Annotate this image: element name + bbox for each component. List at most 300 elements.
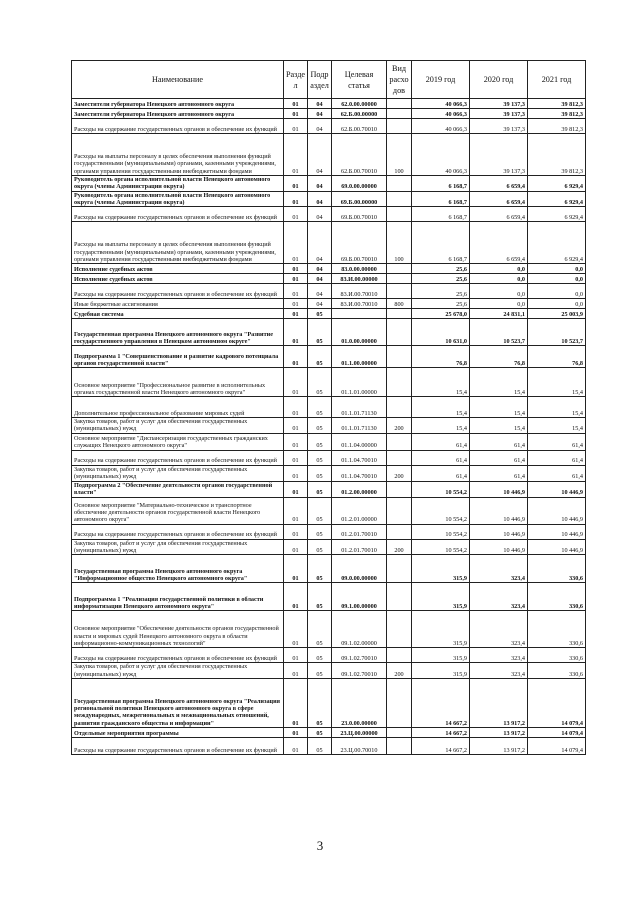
row-name: Закупка товаров, работ и услуг для обеспечения государственных (муниципальных) нужд [72,663,284,679]
row-expense-type [387,274,412,284]
row-subsection: 05 [308,555,332,583]
row-article: 01.2.01.70010 [332,524,387,539]
table-row [72,648,586,663]
row-2021: 39 812,3 [528,109,586,119]
row-2019: 10 631,0 [412,319,470,346]
row-2020: 61,4 [470,433,528,450]
row-2019: 10 554,2 [412,481,470,497]
row-2019: 15,4 [412,418,470,434]
row-2019: 25,6 [412,284,470,299]
row-2019: 40 066,3 [412,134,470,176]
row-2020: 6 659,4 [470,176,528,192]
row-expense-type: 100 [387,222,412,264]
row-section: 01 [284,727,308,737]
row-section: 01 [284,346,308,368]
row-subsection: 05 [308,611,332,648]
row-article: 23.Ц.00.70010 [332,737,387,754]
row-article: 01.1.04.00000 [332,433,387,450]
row-2020: 323,4 [470,583,528,611]
table-row [72,319,586,346]
header-2021: 2021 год [528,61,586,99]
row-2021: 330,6 [528,663,586,679]
row-subsection: 05 [308,524,332,539]
row-article: 01.2.01.70010 [332,539,387,555]
row-section: 01 [284,264,308,274]
table-row [72,418,586,434]
row-section: 01 [284,497,308,524]
row-article: 62.Б.00.00000 [332,109,387,119]
row-section: 01 [284,611,308,648]
row-subsection: 05 [308,663,332,679]
row-2020: 61,4 [470,450,528,465]
row-2020: 13 917,2 [470,727,528,737]
row-2021: 14 079,4 [528,737,586,754]
row-subsection: 04 [308,284,332,299]
row-2020: 10 446,9 [470,524,528,539]
budget-table-container [71,60,585,755]
table-row [72,264,586,274]
row-article: 83.И.00.00000 [332,274,387,284]
row-subsection: 05 [308,727,332,737]
row-section: 01 [284,109,308,119]
row-section: 01 [284,433,308,450]
row-name: Государственная программа Ненецкого автономного округа "Информационное общество Ненецкого автономного округа" [72,555,284,583]
row-2021: 10 446,9 [528,524,586,539]
row-section: 01 [284,191,308,207]
header-article: Целевая статья [332,61,387,99]
row-section: 01 [284,663,308,679]
row-article: 01.2.00.00000 [332,481,387,497]
row-expense-type [387,119,412,134]
row-subsection: 05 [308,433,332,450]
table-row [72,207,586,222]
row-2021: 76,8 [528,346,586,368]
row-2020: 0,0 [470,284,528,299]
row-expense-type [387,611,412,648]
row-expense-type: 200 [387,465,412,481]
row-name: Подпрограмма 2 "Обеспечение деятельности органов государственной власти" [72,481,284,497]
row-2021: 0,0 [528,284,586,299]
row-subsection: 05 [308,368,332,397]
row-subsection: 05 [308,737,332,754]
row-section: 01 [284,119,308,134]
row-article: 09.1.02.00000 [332,611,387,648]
row-name: Закупка товаров, работ и услуг для обеспечения государственных (муниципальных) нужд [72,418,284,434]
table-row [72,727,586,737]
row-section: 01 [284,524,308,539]
row-expense-type [387,264,412,274]
row-expense-type [387,727,412,737]
row-2021: 15,4 [528,418,586,434]
row-2021: 15,4 [528,368,586,397]
row-name: Государственная программа Ненецкого автономного округа "Развитие государственного управления в Ненецком автономном округе" [72,319,284,346]
table-row [72,555,586,583]
row-2019: 6 168,7 [412,222,470,264]
row-2019: 315,9 [412,611,470,648]
row-expense-type [387,678,412,727]
row-name: Подпрограмма 1 "Реализация государственной политики в области информатизации Ненецкого автономного округа" [72,583,284,611]
row-2021: 61,4 [528,433,586,450]
row-expense-type [387,397,412,418]
row-2020: 15,4 [470,397,528,418]
row-name: Подпрограмма 1 "Совершенствование и развитие кадрового потенциала органов государственной власти" [72,346,284,368]
row-2019: 61,4 [412,465,470,481]
row-2020: 0,0 [470,264,528,274]
row-2020: 10 523,7 [470,319,528,346]
row-2020: 6 659,4 [470,207,528,222]
row-article: 01.1.00.00000 [332,346,387,368]
row-section: 01 [284,481,308,497]
row-subsection: 05 [308,583,332,611]
row-2019: 315,9 [412,555,470,583]
row-2019: 76,8 [412,346,470,368]
row-2019: 25,6 [412,264,470,274]
row-name: Расходы на содержание государственных органов и обеспечение их функций [72,648,284,663]
row-name: Закупка товаров, работ и услуг для обеспечения государственных (муниципальных) нужд [72,539,284,555]
table-row [72,274,586,284]
table-row [72,119,586,134]
row-article: 09.1.00.00000 [332,583,387,611]
row-name: Основное мероприятие "Профессиональное развитие в исполнительных органах государственной власти Ненецкого автономного округа" [72,368,284,397]
row-2021: 10 446,9 [528,539,586,555]
row-expense-type [387,555,412,583]
row-2020: 39 137,3 [470,99,528,109]
row-section: 01 [284,299,308,309]
row-name: Основное мероприятие "Диспансеризация государственных гражданских служащих Ненецкого автономного округа" [72,433,284,450]
row-expense-type [387,481,412,497]
row-section: 01 [284,134,308,176]
row-section: 01 [284,418,308,434]
row-article: 69.0.00.00000 [332,176,387,192]
row-name: Государственная программа Ненецкого автономного округа "Реализация региональной политики Ненецкого автономного округа в сфере международных, межрегиональных и межнациональных отношений, развития гражданского общества и информации" [72,678,284,727]
row-article: 01.1.04.70010 [332,465,387,481]
row-2020: 323,4 [470,611,528,648]
row-2020: 6 659,4 [470,222,528,264]
row-section: 01 [284,450,308,465]
row-expense-type [387,583,412,611]
row-subsection: 05 [308,309,332,319]
row-subsection: 04 [308,274,332,284]
row-section: 01 [284,222,308,264]
row-2019: 61,4 [412,433,470,450]
row-2019: 40 066,3 [412,99,470,109]
row-expense-type [387,368,412,397]
row-section: 01 [284,176,308,192]
row-2020: 10 446,9 [470,481,528,497]
table-row [72,191,586,207]
row-subsection: 05 [308,539,332,555]
row-name: Основное мероприятие "Обеспечение деятельности органов государственной власти и мировых судей Ненецкого автономного округа в области информационно-коммуникационных технологий" [72,611,284,648]
row-section: 01 [284,309,308,319]
header-section: Разде л [284,61,308,99]
row-2021: 10 446,9 [528,481,586,497]
row-expense-type [387,176,412,192]
row-2020: 10 446,9 [470,539,528,555]
row-2021: 330,6 [528,648,586,663]
row-2019: 6 168,7 [412,176,470,192]
row-subsection: 05 [308,346,332,368]
table-row [72,368,586,397]
row-2019: 14 667,2 [412,727,470,737]
row-2021: 10 523,7 [528,319,586,346]
row-2020: 24 831,1 [470,309,528,319]
header-expense-type: Вид расхо дов [387,61,412,99]
row-name: Расходы на содержание государственных органов и обеспечение их функций [72,284,284,299]
row-2019: 315,9 [412,583,470,611]
row-section: 01 [284,583,308,611]
table-row [72,497,586,524]
row-subsection: 04 [308,222,332,264]
row-expense-type [387,191,412,207]
row-name: Иные бюджетные ассигнования [72,299,284,309]
table-row [72,678,586,727]
row-name: Расходы на содержание государственных органов и обеспечение их функций [72,207,284,222]
row-name: Закупка товаров, работ и услуг для обеспечения государственных (муниципальных) нужд [72,465,284,481]
header-name: Наименование [72,61,284,99]
row-name: Руководитель органа исполнительной власти Ненецкого автономного округа (члены Администрации округа) [72,176,284,192]
row-2021: 15,4 [528,397,586,418]
row-section: 01 [284,539,308,555]
row-2021: 39 812,3 [528,134,586,176]
row-article: 09.1.02.70010 [332,648,387,663]
row-article: 83.И.00.70010 [332,284,387,299]
row-subsection: 05 [308,450,332,465]
table-row [72,583,586,611]
row-2020: 39 137,3 [470,109,528,119]
row-subsection: 05 [308,497,332,524]
row-name: Заместители губернатора Ненецкого автономного округа [72,109,284,119]
row-2020: 39 137,3 [470,134,528,176]
row-expense-type [387,109,412,119]
row-2019: 14 667,2 [412,737,470,754]
row-article: 62.0.00.00000 [332,99,387,109]
row-2021: 39 812,3 [528,99,586,109]
row-2019: 15,4 [412,397,470,418]
row-expense-type: 800 [387,299,412,309]
row-subsection: 04 [308,109,332,119]
row-article: 01.1.04.70010 [332,450,387,465]
table-row [72,109,586,119]
row-subsection: 04 [308,299,332,309]
row-section: 01 [284,678,308,727]
row-article: 09.0.00.00000 [332,555,387,583]
row-section: 01 [284,737,308,754]
row-expense-type: 200 [387,539,412,555]
row-2019: 15,4 [412,368,470,397]
row-2019: 25,6 [412,274,470,284]
row-expense-type [387,319,412,346]
table-row [72,611,586,648]
row-2021: 14 079,4 [528,727,586,737]
row-name: Исполнение судебных актов [72,274,284,284]
row-section: 01 [284,319,308,346]
row-article: 62.Б.00.70010 [332,119,387,134]
row-2019: 315,9 [412,648,470,663]
row-subsection: 04 [308,119,332,134]
row-2021: 0,0 [528,274,586,284]
row-subsection: 04 [308,191,332,207]
row-section: 01 [284,284,308,299]
table-row [72,299,586,309]
row-article: 69.Б.00.70010 [332,222,387,264]
row-2019: 25,6 [412,299,470,309]
row-2020: 323,4 [470,555,528,583]
row-2021: 14 079,4 [528,678,586,727]
table-row [72,524,586,539]
table-row [72,134,586,176]
row-subsection: 04 [308,207,332,222]
row-2019: 25 678,0 [412,309,470,319]
row-article [332,309,387,319]
row-2020: 61,4 [470,465,528,481]
row-subsection: 05 [308,319,332,346]
row-2020: 13 917,2 [470,678,528,727]
table-row [72,433,586,450]
row-name: Дополнительное профессиональное образование мировых судей [72,397,284,418]
row-2021: 39 812,3 [528,119,586,134]
row-2021: 6 929,4 [528,222,586,264]
row-2019: 14 667,2 [412,678,470,727]
row-expense-type [387,648,412,663]
row-article: 01.1.01.71130 [332,418,387,434]
row-expense-type: 200 [387,663,412,679]
row-2021: 0,0 [528,299,586,309]
header-2020: 2020 год [470,61,528,99]
row-section: 01 [284,99,308,109]
row-expense-type [387,346,412,368]
row-name: Основное мероприятие "Материально-техническое и транспортное обеспечение деятельности органов государственной власти Ненецкого автономного округа" [72,497,284,524]
table-row [72,539,586,555]
row-2021: 0,0 [528,264,586,274]
table-body [72,99,586,755]
table-row [72,737,586,754]
row-2021: 25 003,9 [528,309,586,319]
row-2021: 330,6 [528,583,586,611]
row-name: Заместители губернатора Ненецкого автономного округа [72,99,284,109]
row-expense-type: 100 [387,134,412,176]
row-2021: 10 446,9 [528,497,586,524]
row-article: 01.1.01.71130 [332,397,387,418]
row-2020: 323,4 [470,648,528,663]
row-expense-type [387,524,412,539]
row-name: Расходы на содержание государственных органов и обеспечение их функций [72,119,284,134]
row-2019: 10 554,2 [412,497,470,524]
row-section: 01 [284,368,308,397]
table-row [72,222,586,264]
row-2020: 13 917,2 [470,737,528,754]
row-expense-type [387,284,412,299]
row-2020: 0,0 [470,274,528,284]
row-article: 83.И.00.70010 [332,299,387,309]
row-name: Расходы на содержание государственных органов и обеспечение их функций [72,450,284,465]
table-row [72,309,586,319]
row-section: 01 [284,465,308,481]
row-subsection: 04 [308,99,332,109]
row-article: 09.1.02.70010 [332,663,387,679]
row-2019: 40 066,3 [412,109,470,119]
row-expense-type: 200 [387,418,412,434]
row-article: 01.0.00.00000 [332,319,387,346]
row-2019: 10 554,2 [412,524,470,539]
row-subsection: 05 [308,465,332,481]
row-2020: 323,4 [470,663,528,679]
row-name: Отдельные мероприятия программы [72,727,284,737]
row-2020: 39 137,3 [470,119,528,134]
row-name: Руководитель органа исполнительной власти Ненецкого автономного округа (члены Администрации округа) [72,191,284,207]
row-name: Расходы на содержание государственных органов и обеспечение их функций [72,524,284,539]
row-2019: 315,9 [412,663,470,679]
table-row [72,481,586,497]
header-2019: 2019 год [412,61,470,99]
row-section: 01 [284,648,308,663]
table-row [72,450,586,465]
row-section: 01 [284,274,308,284]
row-subsection: 05 [308,481,332,497]
row-article: 69.Б.00.00000 [332,191,387,207]
row-article: 01.1.01.00000 [332,368,387,397]
row-subsection: 04 [308,264,332,274]
table-row [72,176,586,192]
row-subsection: 05 [308,397,332,418]
row-expense-type [387,309,412,319]
table-row [72,99,586,109]
header-subsection: Подр аздел [308,61,332,99]
page-number: 3 [316,838,324,853]
row-article: 62.Б.00.70010 [332,134,387,176]
row-2019: 6 168,7 [412,207,470,222]
row-subsection: 04 [308,176,332,192]
row-section: 01 [284,397,308,418]
row-expense-type [387,497,412,524]
row-subsection: 04 [308,134,332,176]
row-name: Расходы на выплаты персоналу в целях обеспечения выполнения функций государственными (муниципальными) органами, казенными учреждениями, органами управления государственными внебюджетными фондами [72,134,284,176]
row-2021: 61,4 [528,465,586,481]
row-2020: 15,4 [470,418,528,434]
row-2020: 15,4 [470,368,528,397]
row-subsection: 05 [308,648,332,663]
row-2019: 40 066,3 [412,119,470,134]
budget-table [71,60,586,755]
row-2021: 330,6 [528,611,586,648]
row-2019: 61,4 [412,450,470,465]
row-section: 01 [284,555,308,583]
row-article: 83.0.00.00000 [332,264,387,274]
table-row [72,663,586,679]
row-article: 23.Ц.00.00000 [332,727,387,737]
row-subsection: 05 [308,678,332,727]
row-article: 01.2.01.00000 [332,497,387,524]
table-header-row [72,61,586,99]
row-2020: 0,0 [470,299,528,309]
row-2020: 76,8 [470,346,528,368]
row-section: 01 [284,207,308,222]
row-expense-type [387,450,412,465]
row-expense-type [387,99,412,109]
row-2020: 10 446,9 [470,497,528,524]
row-expense-type [387,207,412,222]
row-name: Исполнение судебных актов [72,264,284,274]
row-2021: 6 929,4 [528,191,586,207]
row-article: 23.0.00.00000 [332,678,387,727]
row-2019: 6 168,7 [412,191,470,207]
row-2021: 61,4 [528,450,586,465]
row-article: 69.Б.00.70010 [332,207,387,222]
table-row [72,284,586,299]
table-row [72,465,586,481]
row-name: Судебная система [72,309,284,319]
row-2021: 6 929,4 [528,207,586,222]
row-2020: 6 659,4 [470,191,528,207]
